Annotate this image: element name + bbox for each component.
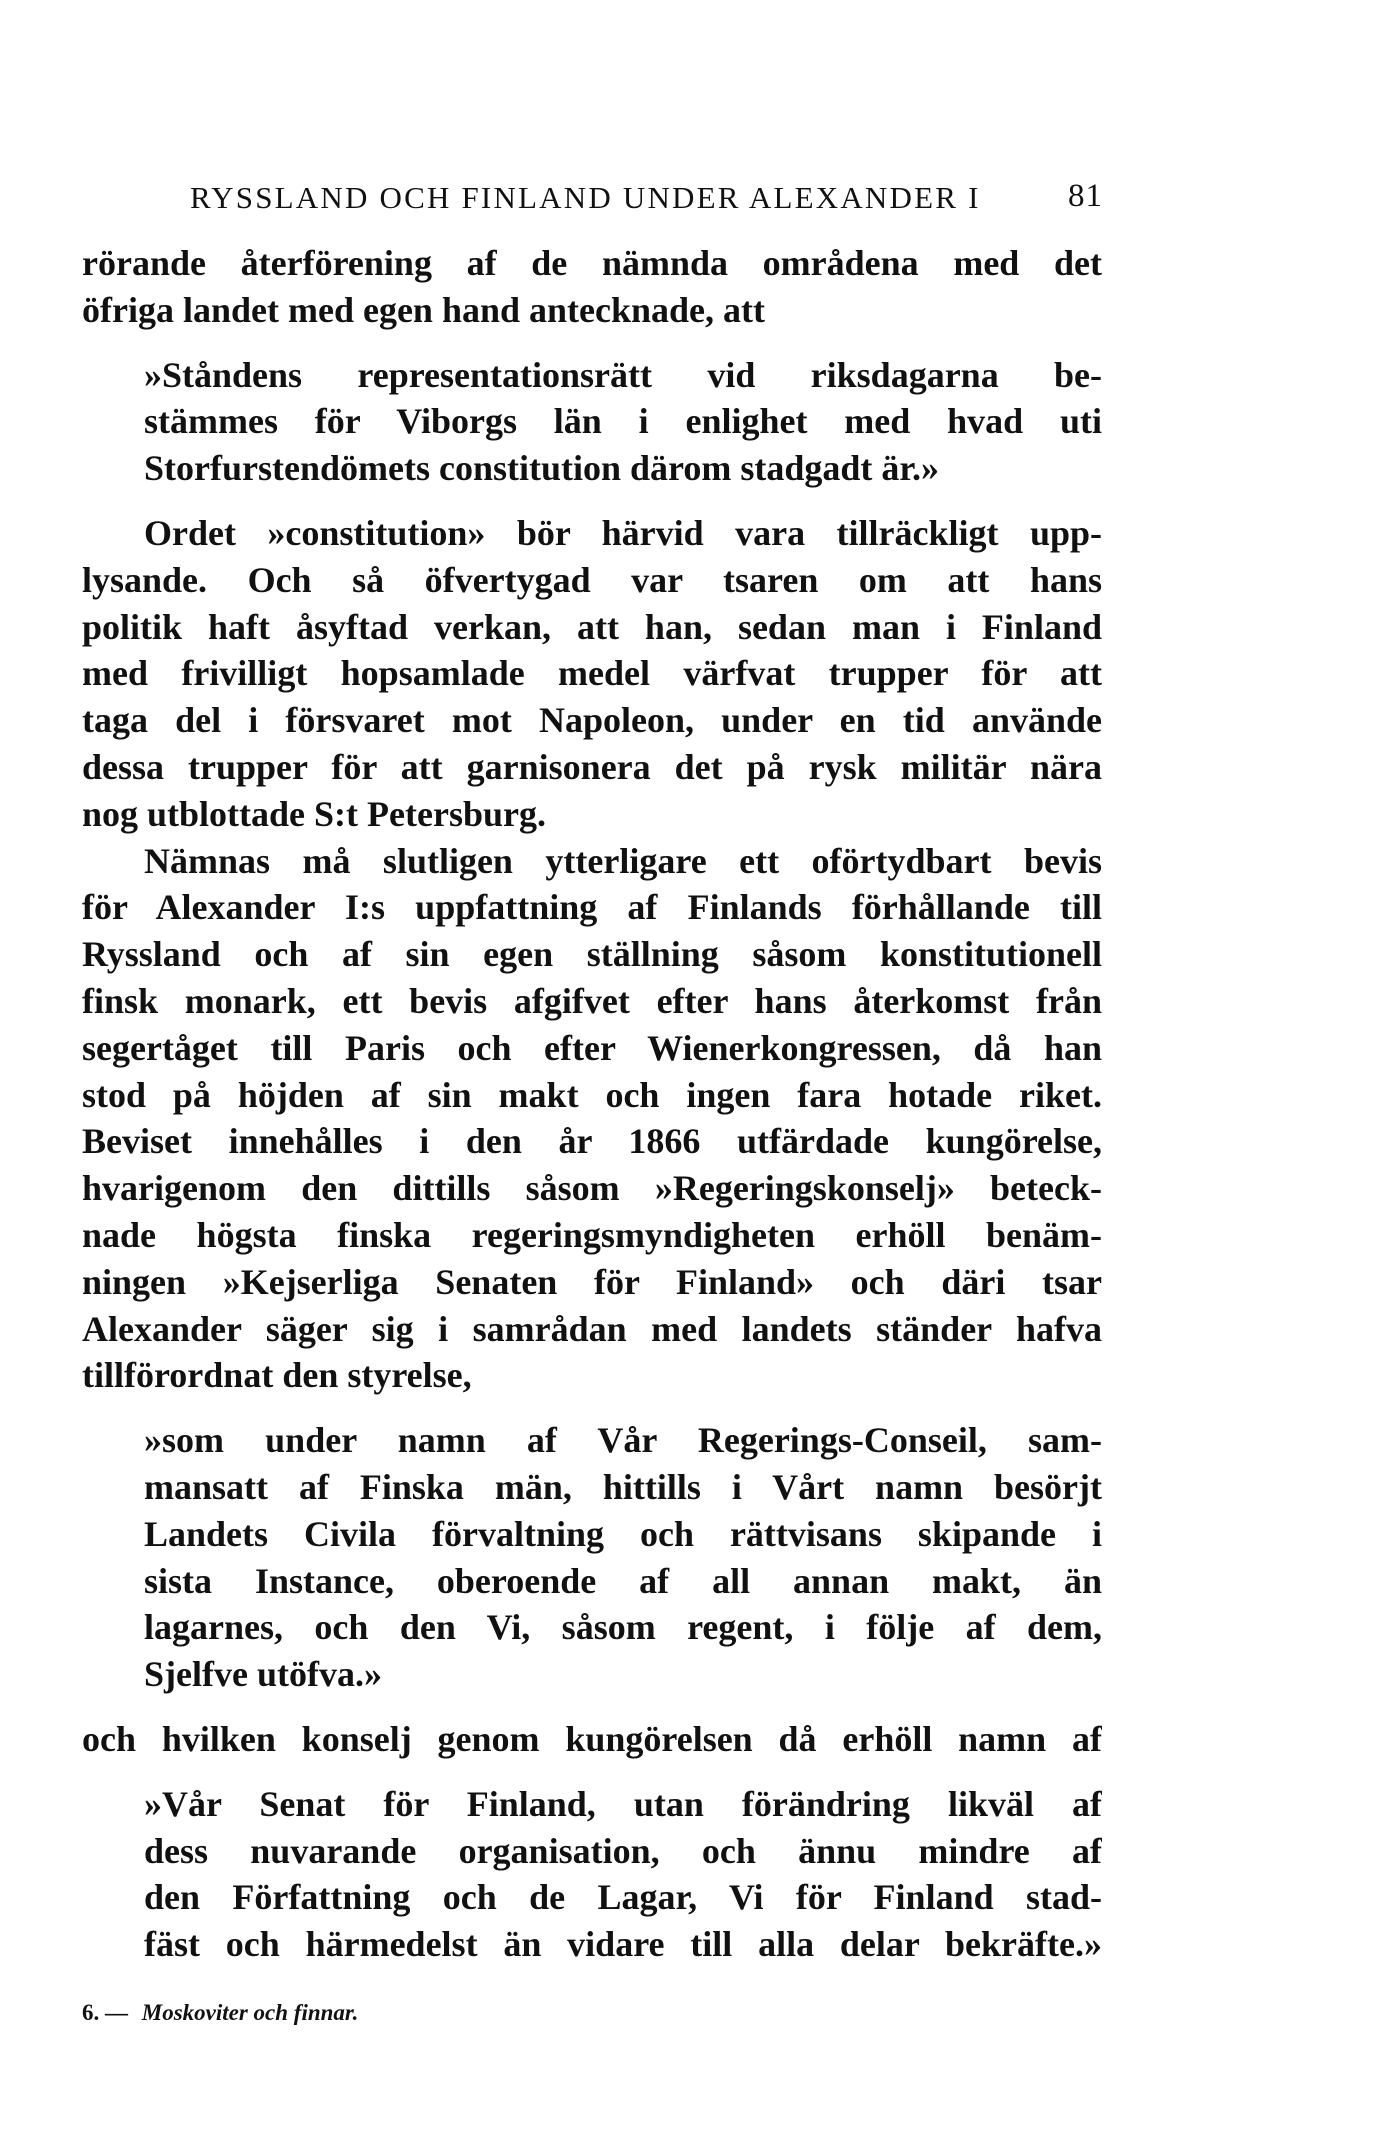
- text-line: den Författning och de Lagar, Vi för Finland stad-: [144, 1877, 1102, 1918]
- text-line: »Vår Senat för Finland, utan förändring likväl af: [144, 1783, 1102, 1824]
- page-header: [148, 174, 1103, 226]
- paragraph-och-hvilken: [82, 1716, 1102, 1763]
- page-body: [82, 240, 1102, 1968]
- text-line: öfriga landet med egen hand antecknade, att: [82, 289, 765, 330]
- text-line: ningen »Kejserliga Senaten för Finland» och däri tsar: [82, 1261, 1102, 1302]
- text-line: fäst och härmedelst än vidare till alla delar bekräfte.»: [144, 1924, 1102, 1965]
- text-line: stämmes för Viborgs län i enlighet med hvad uti: [144, 401, 1102, 442]
- paragraph-namnas: [82, 838, 1102, 1400]
- text-line: »Ståndens representationsrätt vid riksdagarna be-: [144, 354, 1102, 395]
- text-line: nog utblottade S:t Petersburg.: [82, 793, 546, 834]
- text-line: lysande. Och så öfvertygad var tsaren om att hans: [82, 559, 1102, 600]
- text-line: Ryssland och af sin egen ställning såsom konstitutionell: [82, 934, 1102, 975]
- text-line: tillförordnat den styrelse,: [82, 1355, 472, 1396]
- blockquote-1: [144, 352, 1102, 492]
- text-line: Storfurstendömets constitution därom stadgadt är.»: [144, 448, 940, 489]
- text-line: politik haft åsyftad verkan, att han, sedan man i Finland: [82, 606, 1102, 647]
- text-line: Sjelfve utöfva.»: [144, 1654, 382, 1695]
- text-line: nade högsta finska regeringsmyndigheten erhöll benäm-: [82, 1214, 1102, 1255]
- signature-mark: 6. —: [82, 2000, 128, 2025]
- text-line: rörande återförening af de nämnda områdena med det: [82, 243, 1102, 283]
- text-line: lagarnes, och den Vi, såsom regent, i följe af dem,: [144, 1607, 1102, 1648]
- text-line: dess nuvarande organisation, och ännu mindre af: [144, 1830, 1102, 1871]
- text-line: mansatt af Finska män, hittills i Vårt namn besörjt: [144, 1466, 1102, 1507]
- text-line: hvarigenom den dittills såsom »Regeringskonselj» beteck-: [82, 1168, 1102, 1209]
- text-line: Landets Civila förvaltning och rättvisans skipande i: [144, 1513, 1102, 1554]
- text-line: Nämnas må slutligen ytterligare ett oförtydbart bevis: [144, 840, 1102, 881]
- running-head: RYSSLAND OCH FINLAND UNDER ALEXANDER I: [190, 180, 981, 215]
- text-line: sista Instance, oberoende af all annan makt, än: [144, 1560, 1102, 1601]
- text-line: dessa trupper för att garnisonera det på rysk militär nära: [82, 746, 1102, 787]
- text-line: och hvilken konselj genom kungörelsen då erhöll namn af: [82, 1718, 1102, 1759]
- blockquote-2: [144, 1417, 1102, 1698]
- text-line: »som under namn af Vår Regerings-Conseil, sam-: [144, 1420, 1102, 1461]
- text-line: Beviset innehålles i den år 1866 utfärdade kungörelse,: [82, 1121, 1102, 1162]
- paragraph-ordet: [82, 510, 1102, 838]
- paragraph-intro: [82, 240, 1102, 334]
- text-line: med frivilligt hopsamlade medel värfvat trupper för att: [82, 653, 1102, 694]
- book-title: Moskoviter och finnar.: [141, 2000, 359, 2025]
- text-line: stod på höjden af sin makt och ingen fara hotade riket.: [82, 1074, 1102, 1115]
- text-line: finsk monark, ett bevis afgifvet efter hans återkomst från: [82, 980, 1102, 1021]
- text-line: Ordet »constitution» bör härvid vara tillräckligt upp-: [144, 512, 1102, 553]
- text-line: Alexander säger sig i samrådan med landets ständer hafva: [82, 1308, 1102, 1349]
- text-line: för Alexander I:s uppfattning af Finlands förhållande till: [82, 887, 1102, 928]
- blockquote-3: [144, 1781, 1102, 1968]
- page-number: 81: [1068, 178, 1103, 214]
- text-line: segertåget till Paris och efter Wienerkongressen, då han: [82, 1027, 1102, 1068]
- page-footer: [82, 2000, 358, 2026]
- text-line: taga del i försvaret mot Napoleon, under en tid använde: [82, 700, 1102, 741]
